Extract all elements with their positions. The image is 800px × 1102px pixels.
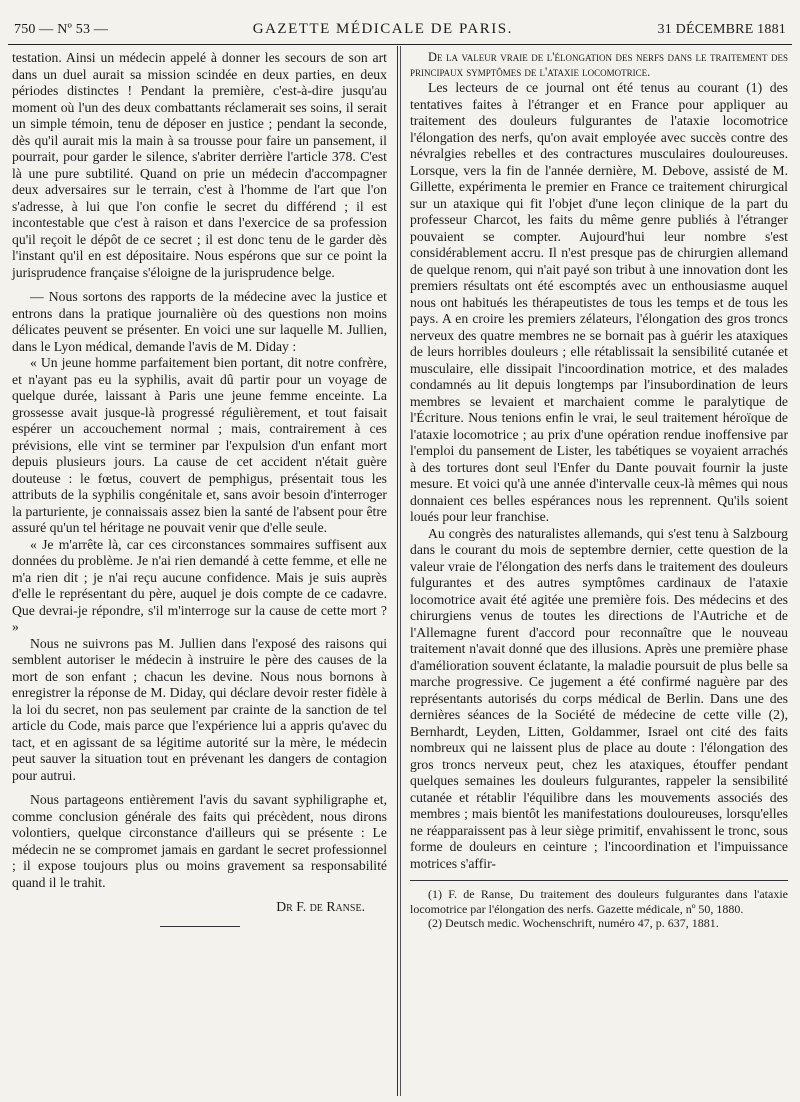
paragraph: Nous ne suivrons pas M. Jullien dans l'exposé des raisons qui semblent autoriser le médecin à instruire le père des causes de la mort de son enfant ; chacun les devine. Nous nous bornons à enregistrer la réponse de M. Diday, qui déclare devoir rester fidèle à la loi du secret, non pas seulement par crainte de la sanction de tel article du Code, mais parce que l'expérience lui a appris qu'avec du tact, et en agissant de sa légitime autorité sur la mère, le médecin peut sauver la situation tout en prévenant les dangers de contagion pour autrui. xyxy=(12,635,387,783)
paragraph: Au congrès des naturalistes allemands, qui s'est tenu à Salzbourg dans le courant du mois de septembre dernier, cette question de la valeur vraie de l'élongation des nerfs dans le traitement des douleurs fulgurantes et des autres symptômes cardinaux de l'ataxie locomotrice avait été agitée une première fois. Des médecins et des chirurgiens venus de toutes les directions de l'Autriche et de l'Allemagne furent d'accord pour reconnaître que le nouveau traitement n'avait donné que des illusions. Après une première phase d'amélioration souvent éclatante, la maladie poursuit de plus belle sa marche progressive. Ce jugement a été confirmé naguère par des représentants autorisés du corps médical de Berlin. Dans une des dernières séances de la Société de médecine de cette ville (2), Bernhardt, Leyden, Litten, Goldammer, Israel ont cité des faits nombreux qui ne laissent plus de place au doute : l'élongation des gros troncs nerveux peut, chez les ataxiques, étouffer pendant quelques semaines les douleurs fulgurantes, rappeler la sensibilité cutanée et rétablir l'équilibre dans les mouvements associés des membres ; mais bientôt les manifestations douloureuses, lorsqu'elles ne réapparaissent pas à leur siège primitif, envahissent le tronc, sous forme de douleurs en ceinture ; l'incoordination et l'impuissance motrices s'affir- xyxy=(410,525,788,871)
right-column xyxy=(410,50,788,931)
page-number: 750 — Nº 53 — xyxy=(14,22,109,37)
author-signature: Dr F. de Ranse. xyxy=(276,899,365,914)
paragraph: testation. Ainsi un médecin appelé à donner les secours de son art dans un duel aurait sa mission scindée en deux parties, en deux périodes distinctes ! Pendant la première, c'est-à-dire jusqu'au moment où l'un des deux combattants réclamerait ses soins, il serait un simple témoin, tenu de déposer en justice ; pendant la seconde, dès qu'il aurait mis la main à sa trousse pour faire un pansement, il pourrait, pour garder le silence, s'abriter derrière l'article 378. C'est là une pure subtilité. Quand on prie un médecin d'accompagner deux adversaires sur le terrain, c'est à l'homme de l'art que l'on s'adresse, à lui que l'on confie le secret du différend ; il est incontestable que c'est à raison et dans l'exercice de sa profession qu'il reçoit le dépôt de ce secret ; il est donc tenu de le garder dès l'instant qu'il en est dépositaire. Nous espérons que sur ce point la jurisprudence française s'éloigne de la jurisprudence belge. xyxy=(12,50,387,280)
left-column xyxy=(12,50,387,927)
journal-title: GAZETTE MÉDICALE DE PARIS. xyxy=(252,21,513,37)
page-header xyxy=(14,14,786,38)
footnote-rule xyxy=(410,880,788,881)
paragraph: — Nous sortons des rapports de la médecine avec la justice et entrons dans la pratique journalière où des questions non moins délicates peuvent se présenter. En voici une sur laquelle M. Jullien, dans le Lyon médical, demande l'avis de M. Diday : xyxy=(12,289,387,354)
column-divider xyxy=(397,46,398,1096)
article-title: De la valeur vraie de l'élongation des nerfs dans le traitement des principaux symptômes de l'ataxie locomotrice. xyxy=(410,50,788,79)
paragraph: Les lecteurs de ce journal ont été tenus au courant (1) des tentatives faites à l'étranger et en France pour appliquer au traitement des douleurs fulgurantes de l'ataxie locomotrice l'élongation des nerfs, qu'on avait employée avec succès contre des névralgies rebelles et des contractures musculaires douloureuses. Lorsque, vers la fin de l'année dernière, M. Debove, assisté de M. Gillette, expérimenta le premier en France ce traitement chirurgical sur un ataxique qui fit l'objet d'une leçon clinique de la part du professeur Charcot, les faits du même genre publiés à l'étranger pouvaient se compter. Aujourd'hui leur nombre s'est considérablement accru. Il n'est presque pas de chirurgien allemand de quelque renom, qui n'ait payé son tribut à une innovation dont les premiers résultats ont été escomptés avec un enthousiasme auquel nous ont habitués les thérapeutistes de tous les temps et de tous les pays. A en croire les premiers zélateurs, l'élongation des gros troncs nerveux des quatre membres ne se bornait pas à guérir les ataxiques de leurs horribles douleurs ; elle rétablissait la sensibilité cutanée et musculaire, elle dissipait l'incoordination motrice, et des malades condamnés au lit depuis longtemps par l'insubordination de leurs membres se levaient et marchaient comme le paralytique de l'Écriture. Nous tenions enfin le vrai, le seul traitement héroïque de l'ataxie locomotrice ; au prix d'une opération rendue inoffensive par l'emploi du pansement de Lister, les tabétiques se voyaient arrachés à des tortures dont seul l'Enfer du Dante pouvait fournir la juste mesure. Et voici qu'à une année d'intervalle ceux-là mêmes qui nous donnaient ces belles espérances nous les reprennent. Qu'ils soient loués pour leur franchise. xyxy=(410,80,788,524)
paragraph: « Un jeune homme parfaitement bien portant, dit notre confrère, et n'ayant pas eu la syphilis, avait dû partir pour un voyage de quelque durée, laissant à Paris une jeune femme enceinte. La grossesse avait jusque-là progressé régulièrement, et tout faisait espérer un accouchement normal ; mais, contrairement à ces prévisions, elle vint se terminer par l'expulsion d'un enfant mort depuis plusieurs jours. La cause de cet accident n'était guère douteuse : le fœtus, couvert de pemphigus, présentait tous les attributs de la syphilis congénitale et, sans avoir besoin d'interroger la parturiente, je connaissais assez bien la santé de l'absent pour être assuré qu'un tel héritage ne pouvait venir que d'elle seule. xyxy=(12,355,387,535)
issue-date: 31 DÉCEMBRE 1881 xyxy=(657,22,786,37)
section-separator xyxy=(160,926,240,927)
column-divider-thin xyxy=(400,46,401,1096)
footnote: (2) Deutsch medic. Wochenschrift, numéro 47, p. 637, 1881. xyxy=(428,916,719,930)
paragraph: « Je m'arrête là, car ces circonstances sommaires suffisent aux données du problème. Je n'ai rien demandé à cette femme, et elle ne m'a rien dit ; je n'ai reçu aucune confidence. Mais je suis auprès d'elle le représentant du père, auquel je dois compte de ce cadavre. Que devrai-je répondre, s'il m'interroge sur la cause de cette mort ? » xyxy=(12,536,387,634)
paragraph: Nous partageons entièrement l'avis du savant syphiligraphe et, comme conclusion générale des faits qui précèdent, nous dirons volontiers, quelque circonstance d'ailleurs qui se présente : Le médecin ne se compromet jamais en gardant le secret professionnel ; il expose toujours plus ou moins gravement sa responsabilité quand il le trahit. xyxy=(12,792,387,890)
footnote: (1) F. de Ranse, Du traitement des douleurs fulgurantes dans l'ataxie locomotrice par l'élongation des nerfs. Gazette médicale, nº 50, 1880. xyxy=(410,887,788,916)
header-rule xyxy=(8,44,792,45)
